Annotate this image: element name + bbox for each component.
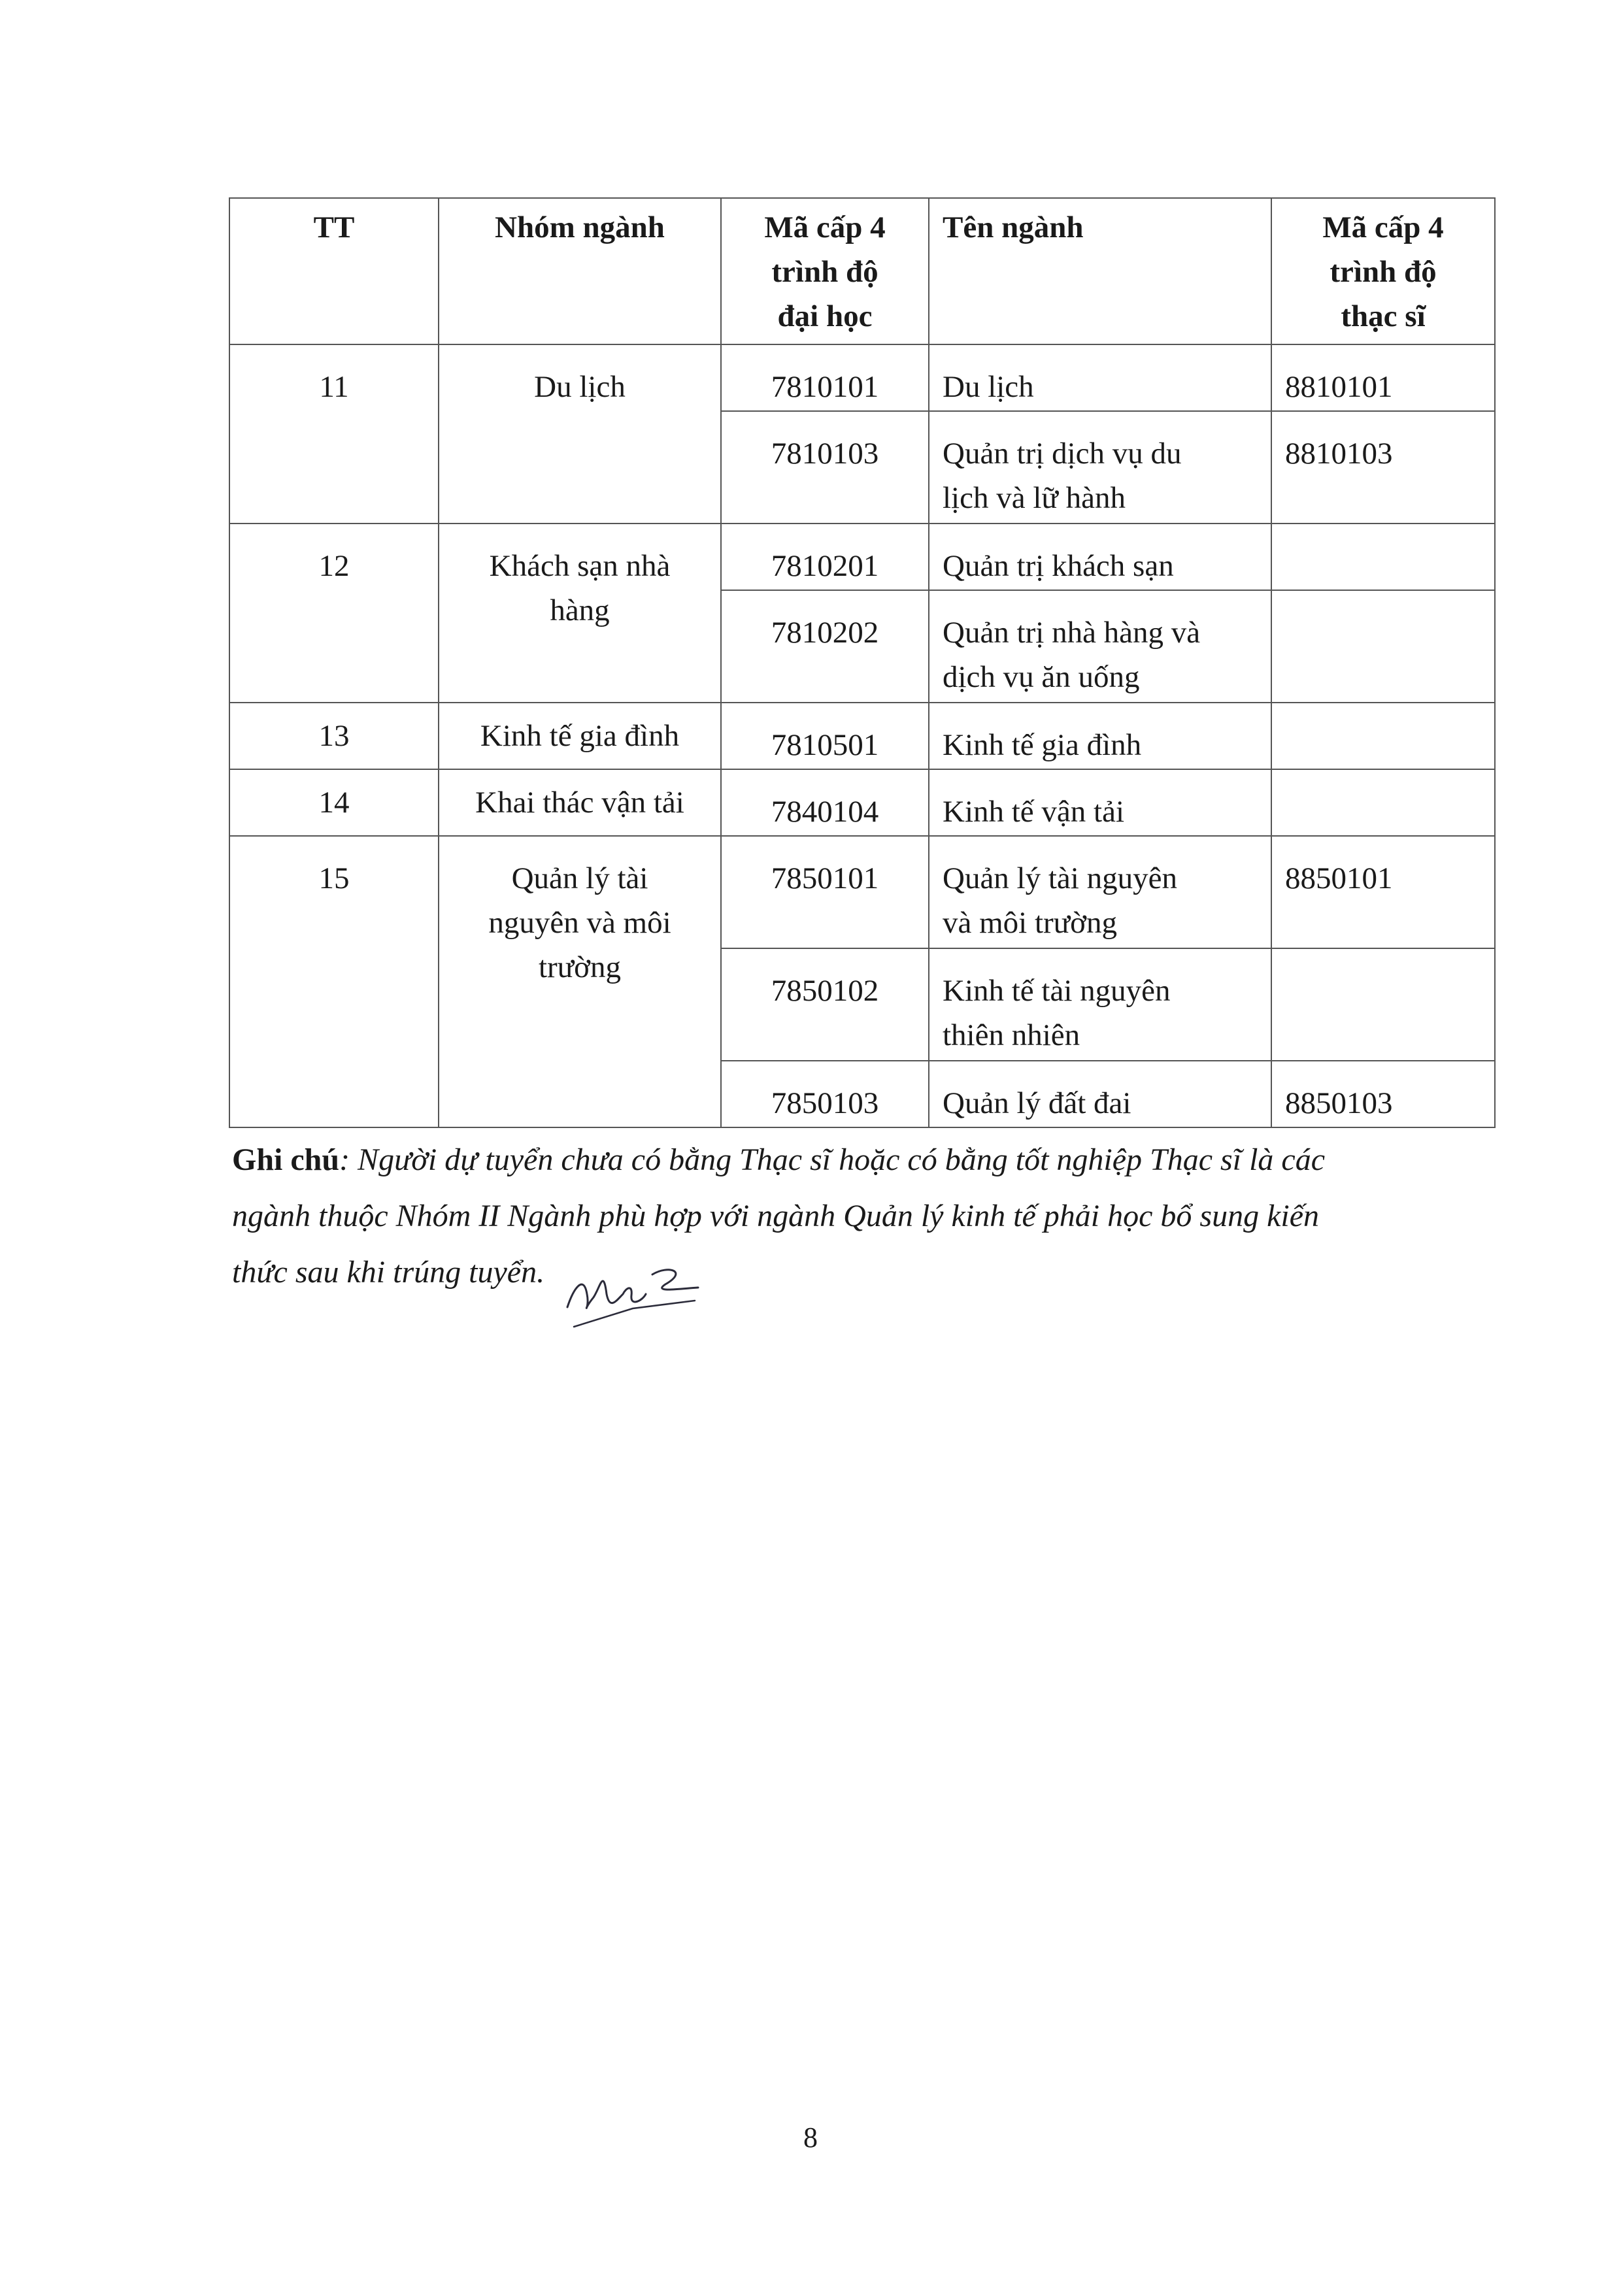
- table-header-row: [229, 198, 1495, 344]
- cell-major: [929, 344, 1271, 411]
- cell-ms-code: [1271, 948, 1495, 1061]
- major-line: Quản lý tài nguyên: [943, 861, 1177, 895]
- header-major: Tên ngành: [929, 198, 1271, 344]
- cell-tt: 11: [229, 344, 439, 524]
- header-ms-code-line: thạc sĩ: [1341, 299, 1426, 333]
- cell-ms-code: [1271, 590, 1495, 703]
- group-line: Khai thác vận tải: [475, 786, 684, 820]
- group-line: Khách sạn nhà: [489, 549, 671, 583]
- cell-major: [929, 836, 1271, 948]
- header-ms-code-line: trình độ: [1330, 255, 1437, 289]
- cell-group: [439, 524, 721, 703]
- note-label: Ghi chú: [232, 1142, 340, 1177]
- note-line: ngành thuộc Nhóm II Ngành phù hợp với ngành Quản lý kinh tế phải học bổ sung kiến: [232, 1199, 1320, 1233]
- header-ms-code: [1271, 198, 1495, 344]
- cell-ms-code: [1271, 769, 1495, 836]
- cell-tt: 13: [229, 703, 439, 769]
- cell-major: [929, 948, 1271, 1061]
- cell-major: [929, 1061, 1271, 1127]
- major-line: Kinh tế gia đình: [943, 728, 1142, 762]
- major-line: Quản trị nhà hàng và: [943, 616, 1201, 650]
- table-row: [229, 344, 1495, 411]
- cell-major: [929, 411, 1271, 524]
- major-line: dịch vụ ăn uống: [943, 660, 1140, 694]
- cell-ug-code: 7850103: [721, 1061, 929, 1127]
- major-line: Quản lý đất đai: [943, 1086, 1131, 1120]
- cell-ug-code: 7810103: [721, 411, 929, 524]
- major-line: lịch và lữ hành: [943, 481, 1126, 515]
- table-row: [229, 836, 1495, 948]
- cell-tt: 12: [229, 524, 439, 703]
- cell-ug-code: 7810101: [721, 344, 929, 411]
- cell-ms-code: 8810101: [1271, 344, 1495, 411]
- cell-ms-code: 8850103: [1271, 1061, 1495, 1127]
- group-line: Kinh tế gia đình: [480, 719, 680, 753]
- cell-major: [929, 590, 1271, 703]
- majors-table: [229, 197, 1496, 1128]
- cell-major: [929, 769, 1271, 836]
- cell-ms-code: [1271, 703, 1495, 769]
- note-line: : Người dự tuyển chưa có bằng Thạc sĩ hoặc có bằng tốt nghiệp Thạc sĩ là các: [339, 1142, 1326, 1177]
- cell-ms-code: [1271, 524, 1495, 590]
- note-paragraph: [232, 1132, 1497, 1301]
- header-ug-code-line: trình độ: [771, 255, 878, 289]
- major-line: Kinh tế vận tải: [943, 795, 1125, 829]
- note-line: thức sau khi trúng tuyển.: [232, 1255, 545, 1289]
- major-line: Quản trị khách sạn: [943, 549, 1174, 583]
- major-line: và môi trường: [943, 906, 1118, 940]
- header-ug-code-line: Mã cấp 4: [764, 210, 886, 244]
- major-line: Du lịch: [943, 370, 1034, 404]
- cell-ms-code: 8850101: [1271, 836, 1495, 948]
- group-line: nguyên và môi: [488, 906, 671, 940]
- cell-ug-code: 7850101: [721, 836, 929, 948]
- cell-ug-code: 7840104: [721, 769, 929, 836]
- cell-major: [929, 524, 1271, 590]
- cell-group: [439, 769, 721, 836]
- major-line: Kinh tế tài nguyên: [943, 974, 1171, 1008]
- header-ms-code-line: Mã cấp 4: [1322, 210, 1444, 244]
- header-tt: TT: [229, 198, 439, 344]
- cell-major: [929, 703, 1271, 769]
- header-group: Nhóm ngành: [439, 198, 721, 344]
- initials-signature: [554, 1248, 705, 1333]
- header-ug-code: [721, 198, 929, 344]
- table-row: [229, 703, 1495, 769]
- group-line: Quản lý tài: [511, 861, 648, 895]
- table-row: [229, 769, 1495, 836]
- cell-group: [439, 344, 721, 524]
- cell-group: [439, 703, 721, 769]
- cell-group: [439, 836, 721, 1127]
- cell-ug-code: 7810201: [721, 524, 929, 590]
- cell-ug-code: 7810501: [721, 703, 929, 769]
- cell-tt: 14: [229, 769, 439, 836]
- cell-ug-code: 7850102: [721, 948, 929, 1061]
- cell-ms-code: 8810103: [1271, 411, 1495, 524]
- cell-ug-code: 7810202: [721, 590, 929, 703]
- major-line: Quản trị dịch vụ du: [943, 437, 1182, 471]
- cell-tt: 15: [229, 836, 439, 1127]
- group-line: hàng: [550, 593, 610, 627]
- major-line: thiên nhiên: [943, 1018, 1080, 1052]
- header-ug-code-line: đại học: [777, 299, 873, 333]
- group-line: trường: [538, 950, 622, 984]
- table-row: [229, 524, 1495, 590]
- group-line: Du lịch: [534, 370, 626, 404]
- page-number: 8: [803, 2121, 818, 2154]
